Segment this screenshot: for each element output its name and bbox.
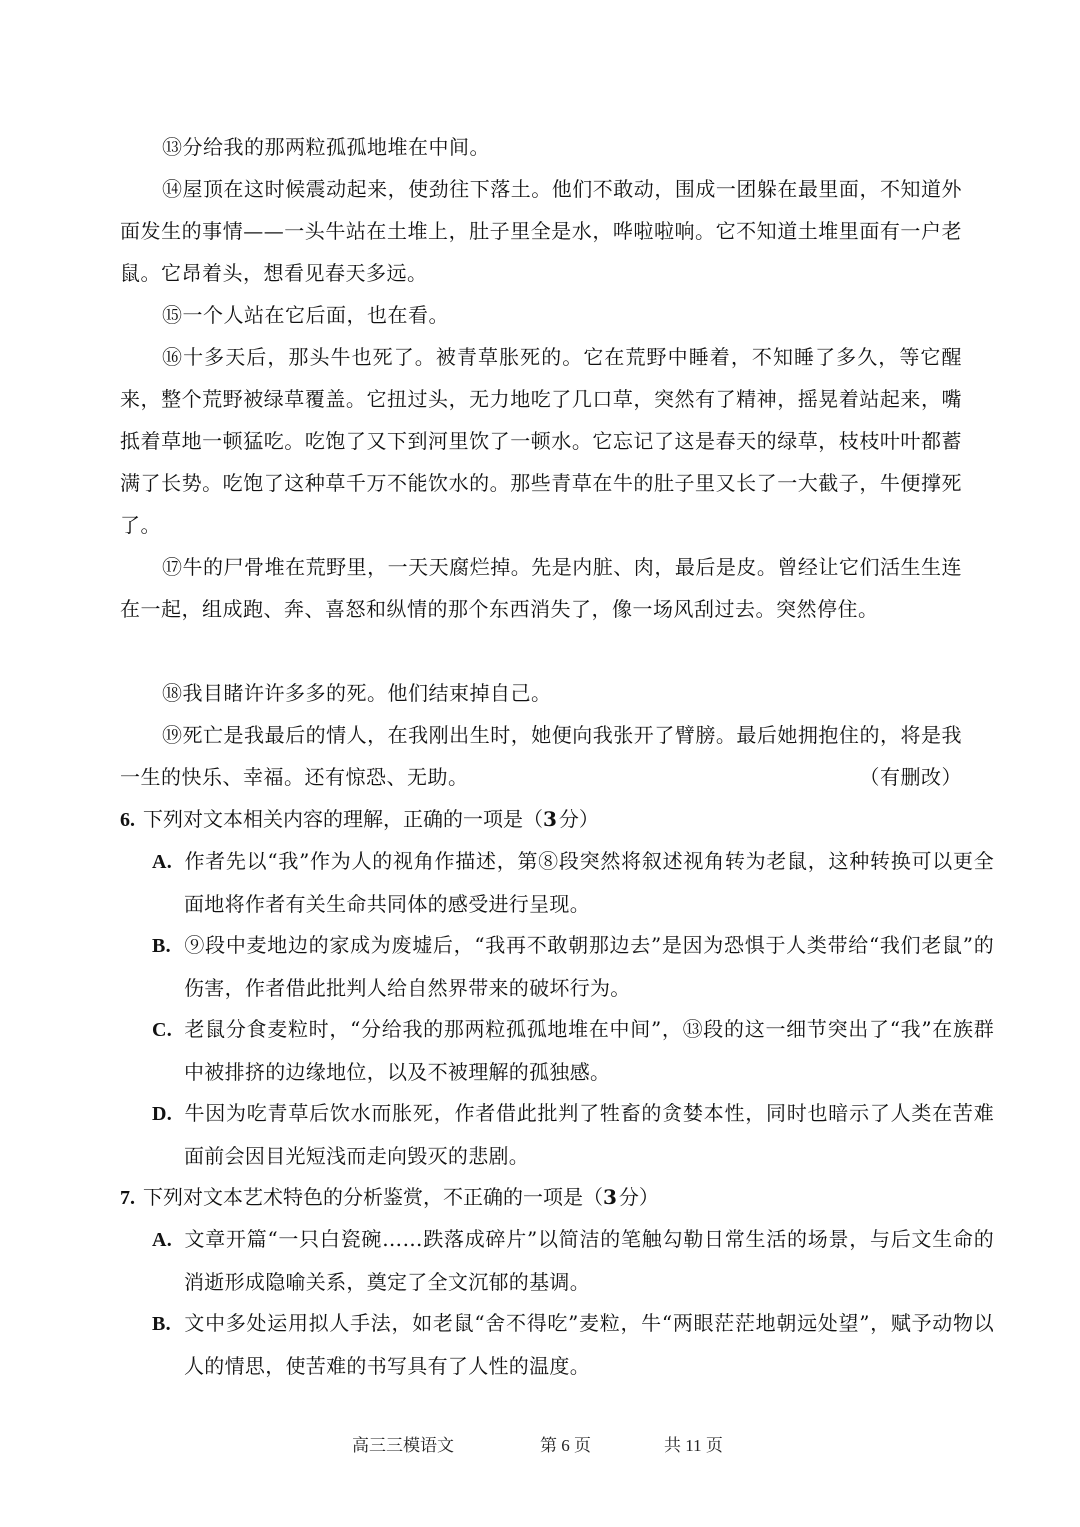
question-score-unit: 分） [618, 1185, 659, 1209]
footer-page-number: 第 6 页 [540, 1436, 591, 1455]
question-6-option-c: C. 老鼠分食麦粒时，“分给我的那两粒孤孤地堆在中间”，⑬段的这一细节突出了“我”在族群中被排挤的边缘地位，以及不被理解的孤独感。 [152, 1017, 994, 1084]
question-7-stem [120, 1176, 962, 1219]
paragraph-14: ⑭屋顶在这时候震动起来，使劲往下落土。他们不敢动，围成一团躲在最里面，不知道外面发生的事情——一头牛站在土堆上，肚子里全是水，哗啦啦响。它不知道土堆里面有一户老鼠。它昂着头，想看见春天多远。 [120, 177, 962, 285]
question-score: 3 [603, 1185, 617, 1209]
paragraph-15: ⑮一个人站在它后面，也在看。 [162, 303, 449, 327]
question-6-option-b: B. ⑨段中麦地边的家成为废墟后，“我再不敢朝那边去”是因为恐惧于人类带给“我们老鼠”的伤害，作者借此批判人给自然界带来的破坏行为。 [152, 933, 994, 1000]
paragraph-18: ⑱我目睹许许多多的死。他们结束掉自己。 [162, 681, 552, 705]
paragraph-19-text: ⑲死亡是我最后的情人，在我刚出生时，她便向我张开了臂膀。最后她拥抱住的，将是我一生的快乐、幸福。还有惊恐、无助。 [120, 723, 962, 789]
question-number: 7. [120, 1187, 135, 1209]
question-6-option-d: D. 牛因为吃青草后饮水而胀死，作者借此批判了牲畜的贪婪本性，同时也暗示了人类在苦难面前会因目光短浅而走向毁灭的悲剧。 [152, 1101, 994, 1168]
paragraph-16: ⑯十多天后，那头牛也死了。被青草胀死的。它在荒野中睡着，不知睡了多久，等它醒来，整个荒野被绿草覆盖。它扭过头，无力地吃了几口草，突然有了精神，摇晃着站起来，嘴抵着草地一顿猛吃。吃饱了又下到河里饮了一顿水。它忘记了这是春天的绿草，枝枝叶叶都蓄满了长势。吃饱了这种草千万不能饮水的。那些青草在牛的肚子里又长了一大截子，牛便撑死了。 [120, 345, 962, 537]
question-7-option-b: B. 文中多处运用拟人手法，如老鼠“舍不得吃”麦粒，牛“两眼茫茫地朝远处望”，赋予动物以人的情思，使苦难的书写具有了人性的温度。 [152, 1311, 994, 1378]
paragraph-19 [120, 714, 962, 798]
question-7-option-a: A. 文章开篇“一只白瓷碗……跌落成碎片”以简洁的笔触勾勒日常生活的场景，与后文生命的消逝形成隐喻关系，奠定了全文沉郁的基调。 [152, 1227, 994, 1294]
question-6-stem [120, 798, 962, 841]
question-text: 下列对文本艺术特色的分析鉴赏，不正确的一项是（ [143, 1185, 603, 1209]
footer-total-pages: 共 11 页 [664, 1436, 723, 1455]
paragraph-13: ⑬分给我的那两粒孤孤地堆在中间。 [162, 135, 490, 159]
question-6-option-a: A. 作者先以“我”作为人的视角作描述，第⑧段突然将叙述视角转为老鼠，这种转换可以更全面地将作者有关生命共同体的感受进行呈现。 [152, 849, 994, 916]
paragraph-17: ⑰牛的尸骨堆在荒野里，一天天腐烂掉。先是内脏、肉，最后是皮。曾经让它们活生生连在一起，组成跑、奔、喜怒和纵情的那个东西消失了，像一场风刮过去。突然停住。 [120, 555, 962, 621]
question-score-unit: 分） [558, 807, 599, 831]
source-note: （有删改） [859, 765, 962, 789]
question-text: 下列对文本相关内容的理解，正确的一项是（ [143, 807, 543, 831]
question-number: 6. [120, 809, 135, 831]
footer-subject: 高三三模语文 [352, 1436, 454, 1455]
question-score: 3 [543, 807, 557, 831]
